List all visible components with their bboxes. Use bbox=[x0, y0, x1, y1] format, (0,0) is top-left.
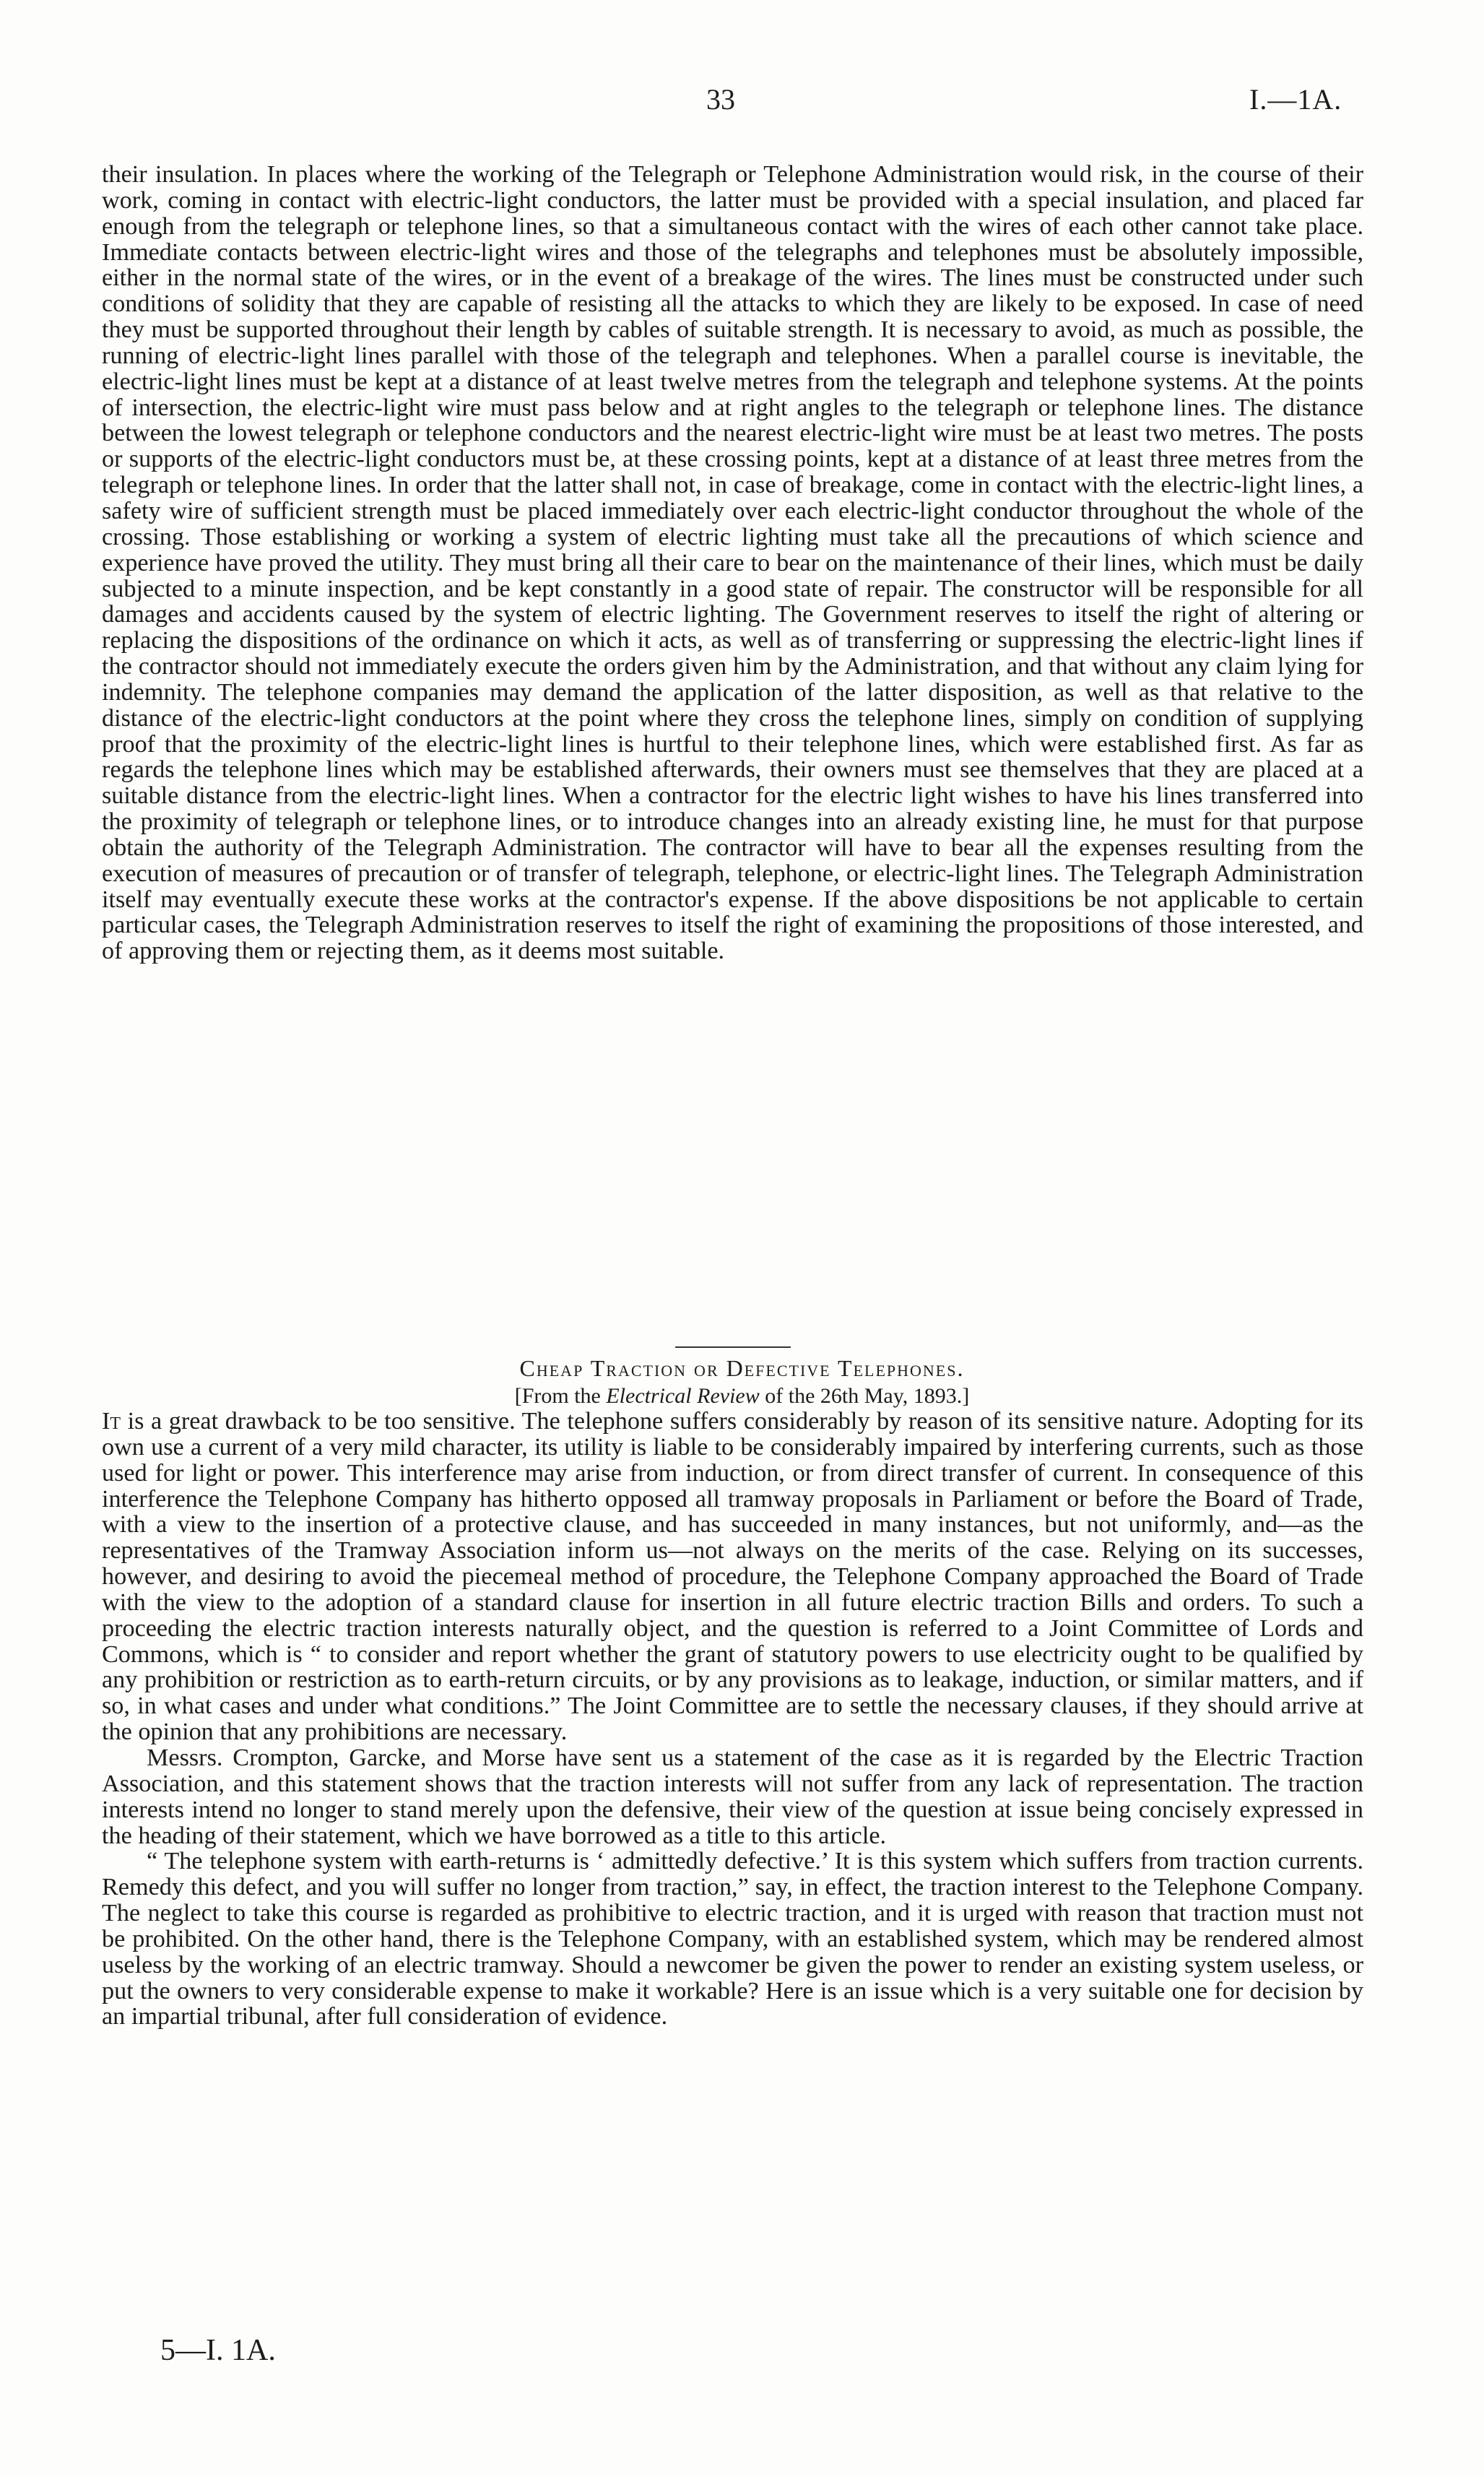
section-divider bbox=[675, 1346, 791, 1348]
paragraph: It is a great drawback to be too sensitive. The telephone suffers considerably by reason of its sensitive nature. Adopting for its own use a current of a very mild character, its utility is liable to be considerably impaired by interfering currents, such as those used for light or power. This interference may arise from induction, or from direct transfer of current. In consequence of this interference the Telephone Company has hitherto opposed all tramway proposals in Parliament or before the Board of Trade, with a view to the insertion of a protective clause, and has succeeded in many instances, but not uniformly, and—as the representatives of the Tramway Association inform us—not always on the merits of the case. Relying on its successes, however, and desiring to avoid the piecemeal method of procedure, the Telephone Company approached the Board of Trade with the view to the adoption of a standard clause for insertion in all future electric traction Bills and orders. To such a proceeding the electric traction interests naturally object, and the question is referred to a Joint Committee of Lords and Commons, which is “ to consider and report whether the grant of statutory powers to use electricity ought to be qualified by any prohibition or restriction as to earth-return circuits, or by any provisions as to leakage, induction, or similar matters, and if so, in what cases and under what conditions.” The Joint Committee are to settle the necessary clauses, if they should arrive at the opinion that any prohibitions are necessary. bbox=[102, 1408, 1363, 1746]
continued-text-block bbox=[102, 162, 1363, 964]
paragraph: Messrs. Crompton, Garcke, and Morse have sent us a statement of the case as it is regarded by the Electric Traction Association, and this statement shows that the traction interests will not suffer from any lack of representation. The traction interests intend no longer to stand merely upon the defensive, their view of the question at issue being concisely expressed in the heading of their statement, which we have borrowed as a title to this article. bbox=[102, 1744, 1363, 1849]
journal-title: Electrical Review bbox=[606, 1384, 760, 1408]
opening-word: It bbox=[102, 1408, 121, 1435]
article-source: [From the Electrical Review of the 26th May, 1893.] bbox=[514, 1384, 970, 1408]
article-heading: Cheap Traction or Defective Telephones. bbox=[519, 1355, 965, 1381]
page-number: 33 bbox=[706, 83, 735, 116]
paragraph: “ The telephone system with earth-returns is ‘ admittedly defective.’ It is this system which suffers from traction currents. Remedy this defect, and you will suffer no longer from traction,” say, in effect, the traction interest to the Telephone Company. The neglect to take this course is regarded as prohibitive to electric traction, and it is urged with reason that traction must not be prohibited. On the other hand, there is the Telephone Company, with an established system, which may be rendered almost useless by the working of an electric tramway. Should a newcomer be given the power to render an existing system useless, or put the owners to very considerable expense to make it workable? Here is an issue which is a very suitable one for decision by an impartial tribunal, after full consideration of evidence. bbox=[102, 1848, 1363, 2030]
signature-mark: 5—I. 1A. bbox=[160, 2334, 276, 2367]
paragraph: their insulation. In places where the working of the Telegraph or Telephone Administration would risk, in the course of their work, coming in contact with electric-light conductors, the latter must be provided with a special insulation, and placed far enough from the telegraph or telephone lines, so that a simultaneous contact with the wires of each other cannot take place. Immediate contacts between electric-light wires and those of the telegraphs and telephones must be absolutely impossible, either in the normal state of the wires, or in the event of a breakage of the wires. The lines must be constructed under such conditions of solidity that they are capable of resisting all the attacks to which they are likely to be exposed. In case of need they must be supported throughout their length by cables of suitable strength. It is necessary to avoid, as much as possible, the running of electric-light lines parallel with those of the telegraph and telephones. When a parallel course is inevitable, the electric-light lines must be kept at a distance of at least twelve metres from the telegraph and telephone systems. At the points of intersection, the electric-light wire must pass below and at right angles to the telegraph or telephone lines. The distance between the lowest telegraph or telephone conductors and the nearest electric-light wire must be at least two metres. The posts or supports of the electric-light conductors must be, at these crossing points, kept at a distance of at least three metres from the telegraph or telephone lines. In order that the latter shall not, in case of breakage, come in contact with the electric-light lines, a safety wire of sufficient strength must be placed immediately over each electric-light conductor throughout the whole of the crossing. Those establishing or working a system of electric lighting must take all the precautions of which science and experience have proved the utility. They must bring all their care to bear on the maintenance of their lines, which must be daily subjected to a minute inspection, and be kept constantly in a good state of repair. The constructor will be responsible for all damages and accidents caused by the system of electric lighting. The Government reserves to itself the right of altering or replacing the dispositions of the ordinance on which it acts, as well as of transferring or suppressing the electric-light lines if the contractor should not immediately execute the orders given him by the Administration, and that without any claim lying for indemnity. The telephone companies may demand the application of the latter disposition, as well as that relative to the distance of the electric-light conductors at the point where they cross the telephone lines, simply on condition of supplying proof that the proximity of the electric-light lines is hurtful to their telephone lines, which were established first. As far as regards the telephone lines which may be established afterwards, their owners must see themselves that they are placed at a suitable distance from the electric-light lines. When a contractor for the electric light wishes to have his lines transferred into the proximity of telegraph or telephone lines, or to introduce changes into an already existing line, he must for that purpose obtain the authority of the Telegraph Administration. The contractor will have to bear all the expenses resulting from the execution of measures of precaution or of transfer of telegraph, telephone, or electric-light lines. The Telegraph Administration itself may eventually execute these works at the contractor's expense. If the above dispositions be not applicable to certain particular cases, the Telegraph Administration reserves to itself the right of examining the propositions of those interested, and of approving them or rejecting them, as it deems most suitable. bbox=[102, 161, 1363, 965]
article-body bbox=[102, 1409, 1363, 2030]
document-reference: I.—1A. bbox=[1249, 83, 1342, 116]
